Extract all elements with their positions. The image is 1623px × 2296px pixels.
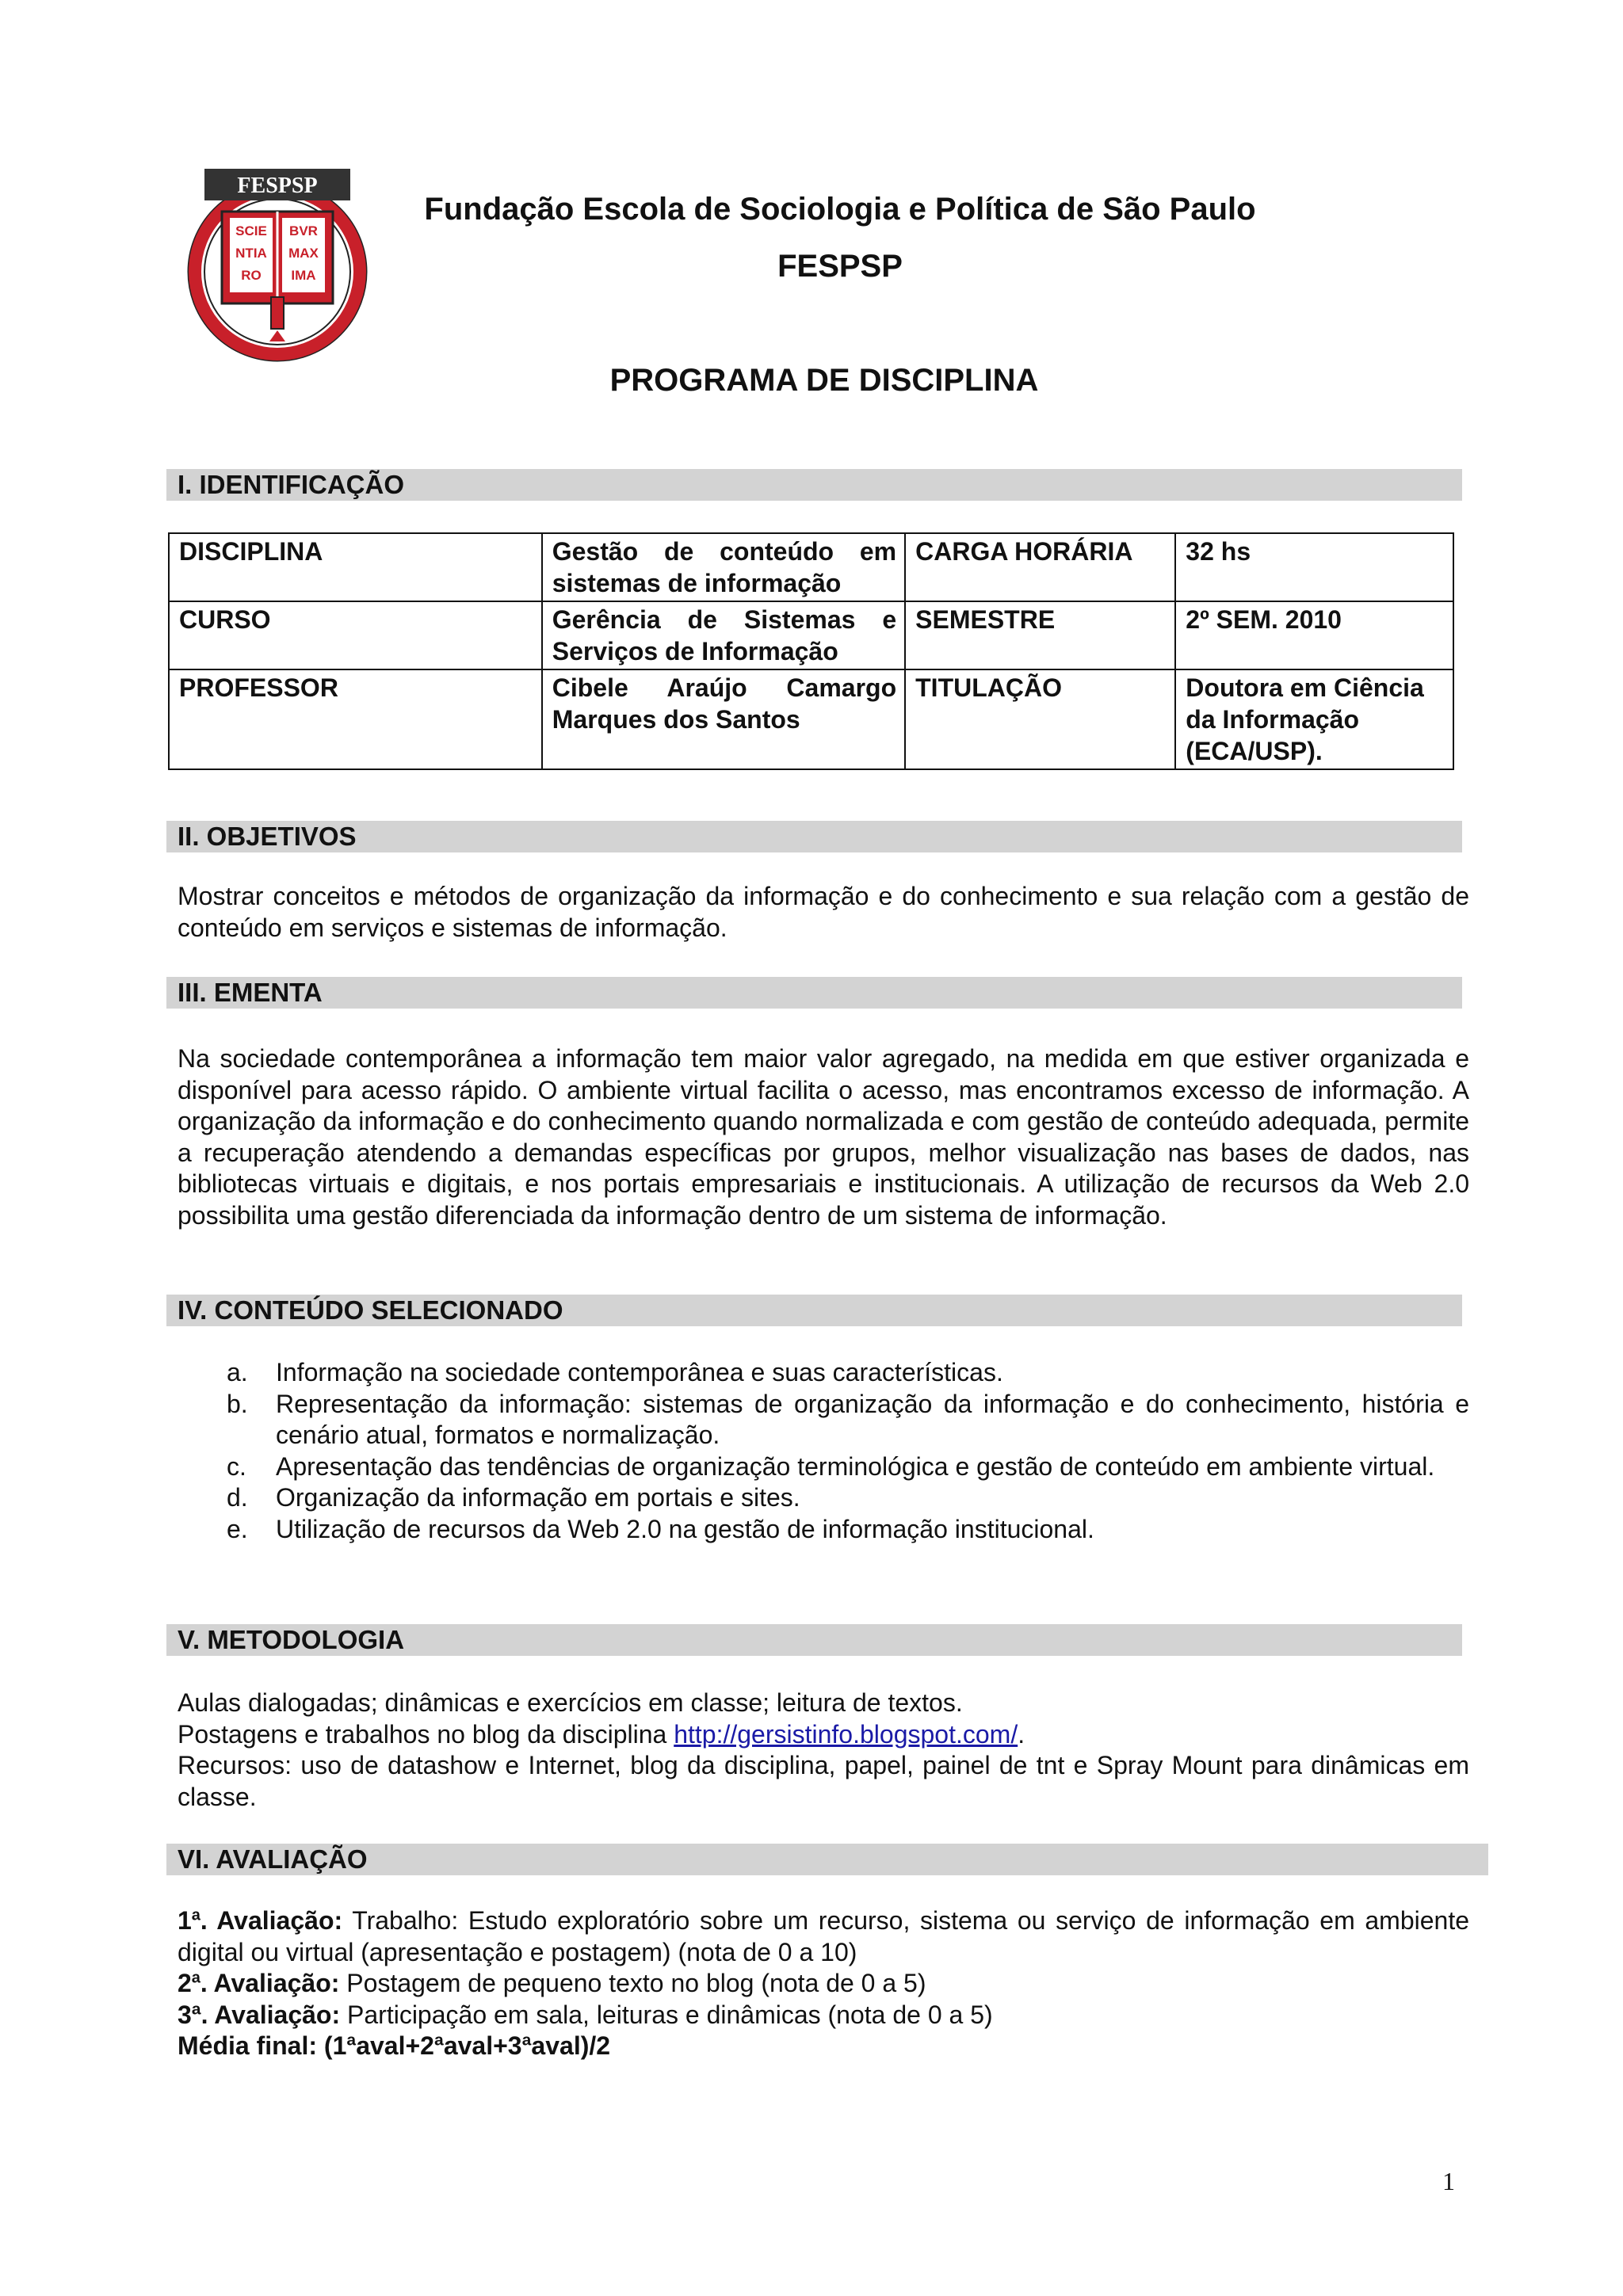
section-header-ementa (166, 977, 1462, 1009)
section-header-conteudo (166, 1295, 1462, 1326)
list-item (198, 1482, 1469, 1514)
table-row (169, 533, 1453, 601)
section-label: III. EMENTA (166, 977, 334, 1009)
metodologia-line-2-suffix: . (1018, 1719, 1025, 1749)
section-header-avaliacao (166, 1844, 1488, 1875)
logo-book-right-3: IMA (291, 268, 316, 283)
blog-link[interactable]: http://gersistinfo.blogspot.com/ (674, 1719, 1018, 1749)
logo-top-text: FESPSP (237, 174, 318, 198)
metodologia-line-1: Aulas dialogadas; dinâmicas e exercícios em classe; leitura de textos. (178, 1688, 963, 1717)
avaliacao-3-text: Participação em sala, leituras e dinâmicas (nota de 0 a 5) (340, 2000, 993, 2029)
logo-book-left-1: SCIE (235, 223, 267, 238)
section-label: VI. AVALIAÇÃO (166, 1844, 379, 1875)
list-item (198, 1389, 1469, 1451)
list-item (198, 1357, 1469, 1389)
avaliacao-2-label: . Avaliação: (200, 1969, 340, 1997)
ementa-paragraph: Na sociedade contemporânea a informação tem maior valor agregado, na medida em que estiver organizada e disponível para acesso rápido. O ambiente virtual facilita o acesso, mas encontramos excesso de informação. A organização da informação e do conhecimento quando normalizada e com gestão de conteúdo adequada, permite a recuperação atendendo a demandas específicas por grupos, melhor visualização nas bases de dados, nas bibliotecas virtuais e digitais, e nos portais empresariais e institucionais. A utilização de recursos da Web 2.0 possibilita uma gestão diferenciada da informação dentro de um sistema de informação. (178, 1044, 1469, 1230)
table-cell: Gestão de conteúdo em sistemas de informação (542, 533, 905, 601)
table-cell: TITULAÇÃO (905, 669, 1175, 769)
avaliacao-2-sup: a (191, 1969, 200, 1987)
avaliacao-block (178, 1905, 1469, 2062)
table-cell: 2º SEM. 2010 (1175, 601, 1453, 669)
avaliacao-2 (178, 1968, 1469, 2000)
section-label: IV. CONTEÚDO SELECIONADO (166, 1295, 575, 1326)
metodologia-line-2-prefix: Postagens e trabalhos no blog da disciplina (178, 1719, 674, 1749)
metodologia-line-2 (178, 1719, 1469, 1751)
list-item-text: Organização da informação em portais e sites. (276, 1483, 800, 1512)
objetivos-paragraph: Mostrar conceitos e métodos de organização da informação e do conhecimento e sua relação com a gestão de conteúdo em serviços e sistemas de informação. (178, 882, 1469, 942)
metodologia-block (178, 1688, 1469, 1813)
table-row (169, 669, 1453, 769)
avaliacao-1-text: Trabalho: Estudo exploratório sobre um recurso, sistema ou serviço de informação em ambiente digital ou virtual (apresentação e postagem) (nota de 0 a 10) (178, 1906, 1470, 1966)
list-marker: e. (227, 1514, 248, 1543)
logo-book-left-3: RO (241, 268, 262, 283)
list-marker: b. (227, 1389, 248, 1418)
avaliacao-1-sup: a (191, 1906, 200, 1924)
list-item-text: Informação na sociedade contemporânea e suas características. (276, 1358, 1003, 1386)
table-cell: Gerência de Sistemas e Serviços de Informação (542, 601, 905, 669)
table-cell: PROFESSOR (169, 669, 542, 769)
conteudo-list (198, 1357, 1469, 1545)
list-item-text: Utilização de recursos da Web 2.0 na gestão de informação institucional. (276, 1514, 1094, 1543)
section-header-identificacao (166, 469, 1462, 501)
table-cell: 32 hs (1175, 533, 1453, 601)
table-cell: CURSO (169, 601, 542, 669)
list-item (198, 1514, 1469, 1546)
table-cell: Doutora em Ciência da Informação (ECA/USP). (1175, 669, 1453, 769)
table-row (169, 601, 1453, 669)
metodologia-line-3: Recursos: uso de datashow e Internet, blog da disciplina, papel, painel de tnt e Spray Mount para dinâmicas em classe. (178, 1751, 1469, 1811)
section-header-metodologia (166, 1624, 1462, 1656)
list-item-text: Representação da informação: sistemas de organização da informação e do conhecimento, história e cenário atual, formatos e normalização. (276, 1389, 1469, 1449)
institution-name: Fundação Escola de Sociologia e Política de São Paulo (424, 192, 1256, 227)
logo-book-left-2: NTIA (235, 246, 267, 261)
avaliacao-2-num: 2 (178, 1969, 192, 1997)
list-marker: d. (227, 1483, 248, 1512)
list-item-text: Apresentação das tendências de organização terminológica e gestão de conteúdo em ambiente virtual. (276, 1451, 1435, 1481)
table-cell: SEMESTRE (905, 601, 1175, 669)
institution-acronym: FESPSP (777, 249, 903, 284)
avaliacao-1 (178, 1905, 1469, 1968)
list-marker: a. (227, 1358, 248, 1386)
section-label: II. OBJETIVOS (166, 821, 368, 852)
avaliacao-3 (178, 2000, 1469, 2031)
list-item (198, 1451, 1469, 1483)
list-marker: c. (227, 1451, 246, 1481)
identification-table (168, 532, 1454, 770)
section-label: I. IDENTIFICAÇÃO (166, 469, 415, 501)
page-number: 1 (1442, 2167, 1455, 2195)
logo-book-right-2: MAX (288, 246, 319, 261)
avaliacao-1-label: . Avaliação: (200, 1906, 343, 1935)
avaliacao-2-text: Postagem de pequeno texto no blog (nota de 0 a 5) (339, 1969, 926, 1997)
avaliacao-1-num: 1 (178, 1906, 192, 1935)
logo-book-right-1: BVR (289, 223, 318, 238)
avaliacao-3-label: 3ª. Avaliação: (178, 2000, 341, 2029)
section-header-objetivos (166, 821, 1462, 852)
table-cell: Cibele Araújo Camargo Marques dos Santos (542, 669, 905, 769)
media-final: Média final: (1ªaval+2ªaval+3ªaval)/2 (178, 2031, 611, 2060)
table-cell: CARGA HORÁRIA (905, 533, 1175, 601)
page-title: PROGRAMA DE DISCIPLINA (609, 363, 1039, 398)
table-cell: DISCIPLINA (169, 533, 542, 601)
section-label: V. METODOLOGIA (166, 1624, 415, 1656)
